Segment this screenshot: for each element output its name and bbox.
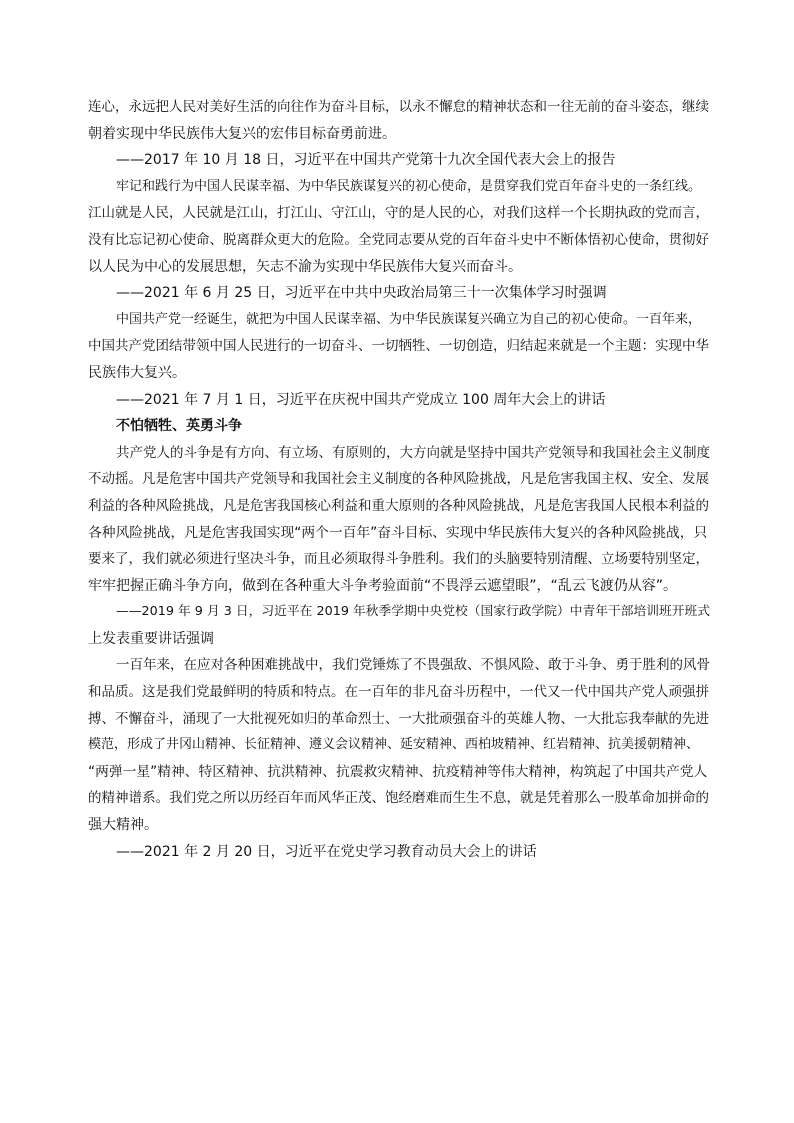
source-citation: ——2021 年 6 月 25 日，习近平在中共中央政治局第三十一次集体学习时强调 (116, 285, 607, 302)
source-citation: ——2021 年 7 月 1 日，习近平在庆祝中国共产党成立 100 周年大会上的讲话 (116, 391, 606, 408)
paragraph-line: 各种风险挑战，凡是危害我国实现“两个一百年”奋斗目标、实现中华民族伟大复兴的各种风险挑战，只 (88, 524, 708, 541)
paragraph-line: 模范，形成了井冈山精神、长征精神、遵义会议精神、延安精神、西柏坡精神、红岩精神、抗美援朝精神、 (88, 737, 700, 753)
source-citation: ——2021 年 2 月 20 日，习近平在党史学习教育动员大会上的讲话 (116, 843, 537, 860)
paragraph-line: 利益的各种风险挑战，凡是危害我国核心利益和重大原则的各种风险挑战，凡是危害我国人民根本利益的 (88, 497, 709, 514)
section-heading: 不怕牺牲、英勇斗争 (116, 418, 242, 435)
source-citation: ——2017 年 10 月 18 日，习近平在中国共产党第十九次全国代表大会上的报告 (116, 152, 616, 169)
paragraph-line: 民族伟大复兴。 (88, 364, 186, 381)
paragraph-line: 没有比忘记初心使命、脱离群众更大的危险。全党同志要从党的百年奋斗史中不断体悟初心使命，贯彻好 (88, 231, 709, 248)
paragraph-line: 牢牢把握正确斗争方向，做到在各种重大斗争考验面前“不畏浮云遮望眼”，“乱云飞渡仍从容”。 (88, 577, 678, 594)
paragraph-line: 中国共产党团结带领中国人民进行的一切奋斗、一切牺牲、一切创造，归结起来就是一个主题：实现中华 (88, 338, 709, 355)
paragraph-line: 牢记和践行为中国人民谋幸福、为中华民族谋复兴的初心使命，是贯穿我们党百年奋斗史的一条红线。 (116, 178, 702, 194)
paragraph-line: 要来了，我们就必须进行坚决斗争，而且必须取得斗争胜利。我们的头脑要特别清醒、立场要特别坚定， (88, 551, 709, 568)
source-citation: ——2019 年 9 月 3 日，习近平在 2019 年秋季学期中央党校（国家行政学院）中青年干部培训班开班式 (116, 604, 710, 620)
document-body (88, 94, 710, 865)
paragraph-line: 江山就是人民，人民就是江山，打江山、守江山，守的是人民的心，对我们这样一个长期执政的党而言， (88, 205, 709, 222)
paragraph-line: “两弹一星”精神、特区精神、抗洪精神、抗震救灾精神、抗疫精神等伟大精神，构筑起了中国共产党人 (88, 763, 708, 780)
paragraph-line: 不动摇。凡是危害中国共产党领导和我国社会主义制度的各种风险挑战，凡是危害我国主权、安全、发展 (88, 471, 709, 488)
paragraph-line: 朝着实现中华民族伟大复兴的宏伟目标奋勇前进。 (88, 125, 396, 142)
paragraph-line: 强大精神。 (88, 817, 158, 834)
paragraph-line: 搏、不懈奋斗，涌现了一大批视死如归的革命烈士、一大批顽强奋斗的英雄人物、一大批忘我奉献的先进 (88, 710, 709, 727)
paragraph-line: 和品质。这是我们党最鲜明的特质和特点。在一百年的非凡奋斗历程中，一代又一代中国共产党人顽强拼 (88, 684, 709, 701)
paragraph-line: 连心，永远把人民对美好生活的向往作为奋斗目标，以永不懈怠的精神状态和一往无前的奋斗姿态，继续 (88, 99, 709, 115)
paragraph-line: 以人民为中心的发展思想，矢志不渝为实现中华民族伟大复兴而奋斗。 (88, 258, 522, 275)
source-citation-continued: 上发表重要讲话强调 (88, 630, 214, 647)
paragraph-line: 中国共产党一经诞生，就把为中国人民谋幸福、为中华民族谋复兴确立为自己的初心使命。一百年来， (116, 311, 702, 327)
paragraph-line: 一百年来，在应对各种困难挑战中，我们党锤炼了不畏强敌、不惧风险、敢于斗争、勇于胜利的风骨 (116, 657, 710, 674)
paragraph-line: 的精神谱系。我们党之所以历经百年而风华正茂、饱经磨难而生生不息，就是凭着那么一股革命加拼命的 (88, 790, 709, 807)
paragraph-line: 共产党人的斗争是有方向、有立场、有原则的，大方向就是坚持中国共产党领导和我国社会主义制度 (116, 444, 710, 461)
